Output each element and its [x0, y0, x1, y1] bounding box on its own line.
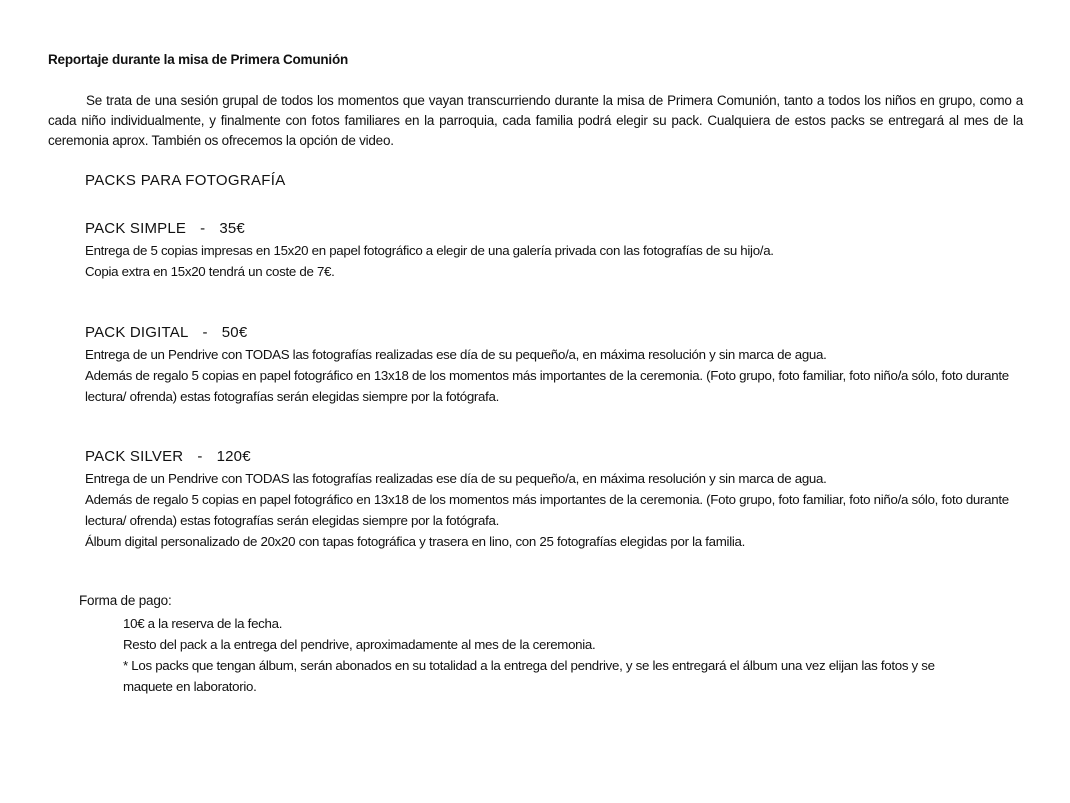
pack-price: 35€ [219, 220, 245, 237]
pack-title [85, 218, 1025, 240]
pack-separator: - [197, 448, 203, 465]
pack-description-line: Además de regalo 5 copias en papel fotográfico en 13x18 de los momentos más importantes de la ceremonia. (Foto grupo, foto familiar, foto niño/a sólo, foto durante lectura/ ofrenda) estas fotografías serán elegidas siempre por la fotógrafa. [85, 368, 1009, 404]
pack-name: PACK SILVER [85, 448, 184, 465]
pack-description-line: Entrega de un Pendrive con TODAS las fotografías realizadas ese día de su pequeño/a, en máxima resolución y sin marca de agua. [85, 471, 827, 486]
pack-title [85, 322, 1025, 344]
pack-price: 120€ [216, 448, 251, 465]
intro-paragraph: Se trata de una sesión grupal de todos los momentos que vayan transcurriendo durante la misa de Primera Comunión, tanto a todos los niños en grupo, como a cada niño individualmente, y finalmente con fotos familiares en la parroquia, cada familia podrá elegir su pack. Cualquiera de estos packs se entregará al mes de la ceremonia aprox. También os ofrecemos la opción de video. [48, 93, 1023, 148]
pack-name: PACK DIGITAL [85, 324, 189, 341]
pack-description-line: Álbum digital personalizado de 20x20 con tapas fotográfica y trasera en lino, con 25 fotografías elegidas por la familia. [85, 534, 745, 549]
pack-description-line: Además de regalo 5 copias en papel fotográfico en 13x18 de los momentos más importantes de la ceremonia. (Foto grupo, foto familiar, foto niño/a sólo, foto durante lectura/ ofrenda) estas fotografías serán elegidas siempre por la fotógrafa. [85, 492, 1009, 528]
pack-description-line: Copia extra en 15x20 tendrá un coste de 7€. [85, 264, 335, 279]
payment-item: Resto del pack a la entrega del pendrive, aproximadamente al mes de la ceremonia. [123, 637, 596, 652]
pack-description-line: Entrega de 5 copias impresas en 15x20 en papel fotográfico a elegir de una galería privada con las fotografías de su hijo/a. [85, 243, 774, 258]
pack-separator: - [200, 220, 206, 237]
payment-item: * Los packs que tengan álbum, serán abonados en su totalidad a la entrega del pendrive, y se les entregará el álbum una vez elijan las fotos y se maquete en laboratorio. [123, 658, 935, 694]
section-heading: PACKS PARA FOTOGRAFÍA [85, 172, 286, 189]
document-title: Reportaje durante la misa de Primera Comunión [48, 52, 349, 67]
pack-name: PACK SIMPLE [85, 220, 187, 237]
pack-price: 50€ [221, 324, 248, 341]
pack-silver [85, 446, 1025, 552]
pack-digital [85, 322, 1025, 407]
payment-label: Forma de pago: [79, 593, 172, 608]
pack-title [85, 446, 1025, 468]
pack-separator: - [202, 324, 208, 341]
payment-list [123, 613, 983, 697]
pack-description-line: Entrega de un Pendrive con TODAS las fotografías realizadas ese día de su pequeño/a, en máxima resolución y sin marca de agua. [85, 347, 827, 362]
pack-simple [85, 218, 1025, 282]
payment-item: 10€ a la reserva de la fecha. [123, 616, 283, 631]
